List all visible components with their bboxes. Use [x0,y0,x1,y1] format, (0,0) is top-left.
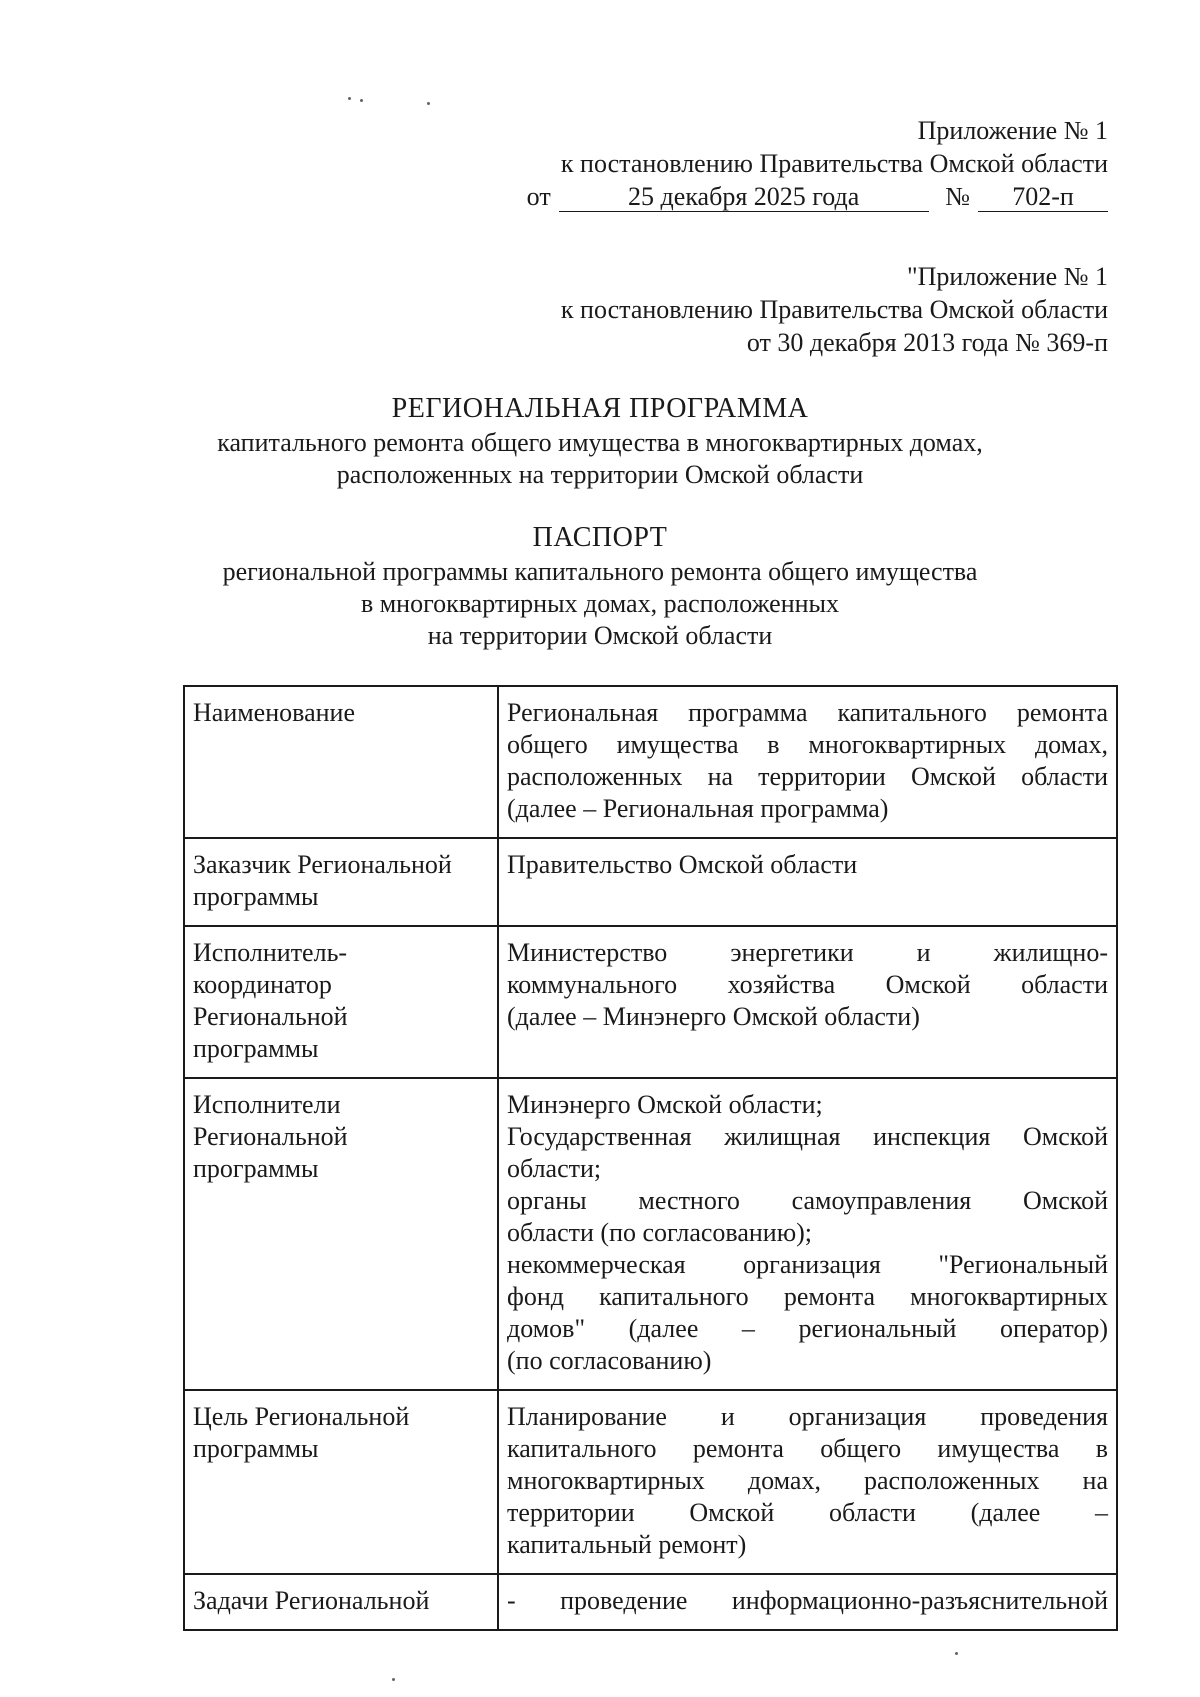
row-label-line: Заказчик Региональной [193,850,452,879]
row-value-line: Правительство Омской области [507,850,858,879]
program-subtitle-line: расположенных на территории Омской области [336,460,864,489]
row-value-line: Министерство энергетики и жилищно- [507,938,1108,967]
scan-speck [955,1652,958,1655]
program-subtitle-line: капитального ремонта общего имущества в многоквартирных домах, [217,428,983,457]
table-row [184,1390,1117,1574]
row-value-line: многоквартирных домах, расположенных на [507,1466,1108,1495]
resolution-number: 702-п [978,183,1108,212]
table-row [184,686,1117,838]
original-resolution-date-number: от 30 декабря 2013 года № 369-п [746,328,1108,357]
row-value-line: некоммерческая организация "Региональный [507,1250,1108,1279]
row-label-cell [184,838,498,926]
row-label-line: программы [193,1434,319,1463]
row-label-line: Региональной [193,1122,348,1151]
row-value-line: расположенных на территории Омской области [507,762,1108,791]
passport-subtitle-line: региональной программы капитального ремонта общего имущества [222,557,978,586]
passport-table-body [184,686,1117,1630]
row-value-line: (по согласованию) [507,1346,712,1375]
row-value-line: области (по согласованию); [507,1218,813,1247]
table-row [184,838,1117,926]
scan-speck [427,102,430,105]
row-value-cell [498,926,1117,1078]
row-label-line: программы [193,882,319,911]
row-value-line: фонд капитального ремонта многоквартирных [507,1282,1108,1311]
row-label-cell [184,926,498,1078]
row-value-line: домов" (далее – региональный оператор) [507,1314,1108,1343]
row-value-cell [498,1574,1117,1630]
row-value-line: капитального ремонта общего имущества в [507,1434,1108,1463]
row-label-line: координатор [193,970,332,999]
row-label-line: программы [193,1154,319,1183]
passport-title [150,520,1050,652]
row-label-line: Задачи Региональной [193,1586,430,1615]
row-value-line: коммунального хозяйства Омской области [507,970,1108,999]
table-row [184,1078,1117,1390]
row-value-line: Региональная программа капитального ремонта [507,698,1108,727]
program-heading: РЕГИОНАЛЬНАЯ ПРОГРАММА [391,393,809,424]
table-row [184,926,1117,1078]
row-label-line: Исполнитель- [193,938,348,967]
number-label: № [945,182,970,211]
from-label: от [526,182,551,211]
scan-speck [360,99,363,102]
row-value-line: капитальный ремонт) [507,1530,747,1559]
resolution-date: 25 декабря 2025 года [559,183,929,212]
appendix-header-original [561,260,1108,359]
row-label-cell [184,1390,498,1574]
row-label-cell [184,1078,498,1390]
row-value-cell [498,1078,1117,1390]
row-value-line: - проведение информационно-разъяснительной [507,1586,1108,1615]
resolution-reference: к постановлению Правительства Омской области [560,149,1108,178]
passport-subtitle-line: на территории Омской области [427,621,773,650]
row-value-line: Государственная жилищная инспекция Омской [507,1122,1108,1151]
row-value-cell [498,838,1117,926]
scan-speck [348,97,351,100]
row-value-line: Минэнерго Омской области; [507,1090,823,1119]
row-value-line: территории Омской области (далее – [507,1498,1108,1527]
row-value-cell [498,686,1117,838]
program-title [150,391,1050,491]
row-label-cell [184,1574,498,1630]
row-value-line: (далее – Региональная программа) [507,794,889,823]
table-row [184,1574,1117,1630]
row-label-cell [184,686,498,838]
appendix-header-current [527,114,1108,213]
row-value-line: области; [507,1154,602,1183]
appendix-label: Приложение № 1 [917,116,1108,145]
row-value-line: (далее – Минэнерго Омской области) [507,1002,920,1031]
row-label-line: Региональной [193,1002,348,1031]
original-resolution-reference: к постановлению Правительства Омской области [560,295,1108,324]
row-label-line: Цель Региональной [193,1402,410,1431]
row-value-line: органы местного самоуправления Омской [507,1186,1108,1215]
row-value-line: общего имущества в многоквартирных домах, [507,730,1108,759]
row-label-line: программы [193,1034,319,1063]
row-label-line: Исполнители [193,1090,341,1119]
row-value-cell [498,1390,1117,1574]
passport-subtitle-line: в многоквартирных домах, расположенных [360,589,840,618]
passport-heading: ПАСПОРТ [532,522,668,553]
passport-table [183,685,1118,1631]
resolution-date-line [527,180,1108,213]
original-appendix-label: "Приложение № 1 [907,262,1108,291]
row-label-line: Наименование [193,698,355,727]
row-value-line: Планирование и организация проведения [507,1402,1108,1431]
scan-speck [392,1678,395,1681]
